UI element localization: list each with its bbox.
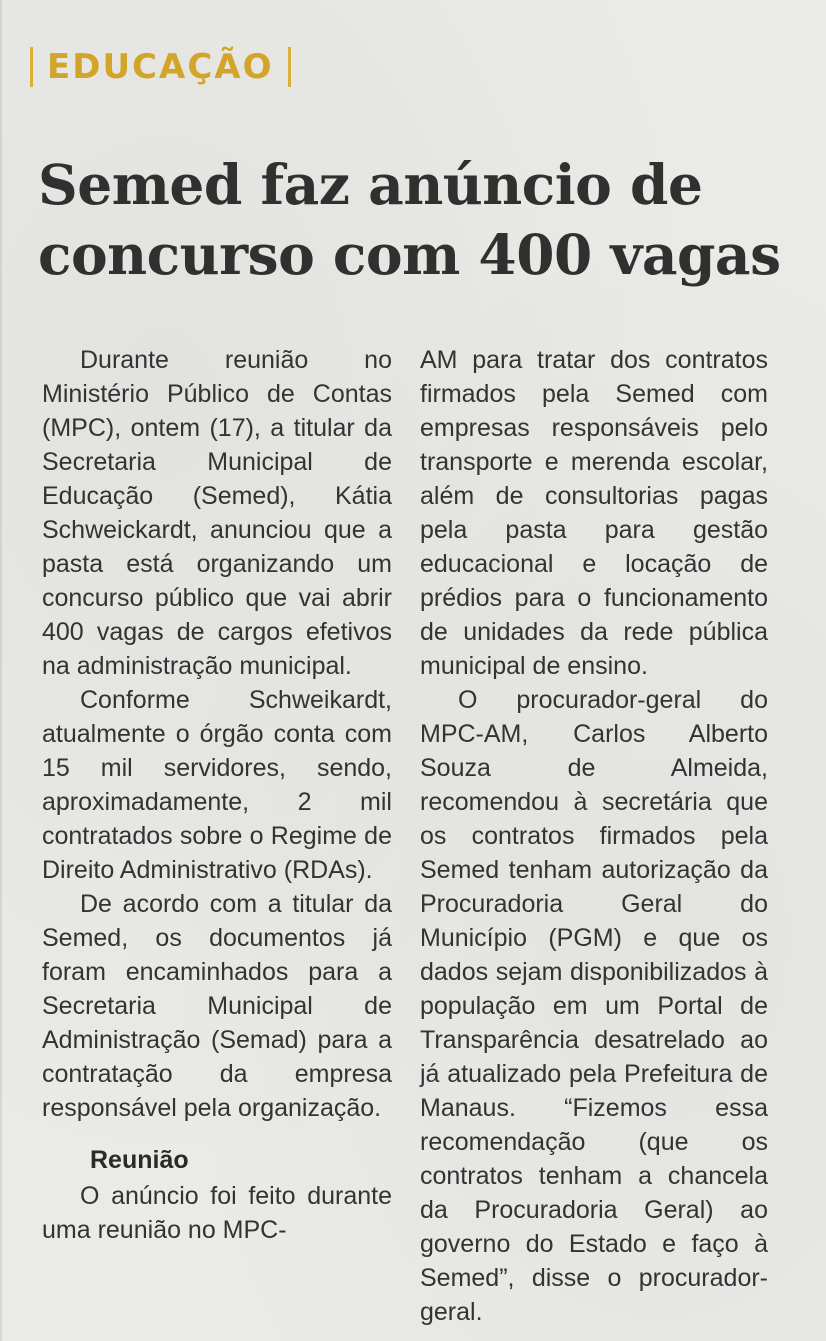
page-edge xyxy=(0,0,2,1341)
paragraph: Conforme Schweikardt, atualmente o órgão conta com 15 mil servidores, sendo, aproximadamente, 2 mil contratados sobre o Regime de Direito Administrativo (RDAs). xyxy=(42,686,392,884)
subhead: Reunião xyxy=(90,1146,189,1174)
tag-bar-right xyxy=(288,47,291,87)
paragraph: O procurador-geral do MPC-AM, Carlos Alberto Souza de Almeida, recomendou à secretária que os contratos firmados pela Semed tenham autorização da Procuradoria Geral do Município (PGM) e que os dados sejam disponibilizados à população em um Portal de Transparência desatrelado ao já atualizado pela Prefeitura de Manaus. “Fizemos essa recomendação (que os contratos tenham a chancela da Procuradoria Geral) ao governo do Estado e faço à Semed”, disse o procurador-geral. xyxy=(420,686,768,1326)
article-column-right xyxy=(420,343,768,1329)
tag-bar-left xyxy=(30,47,33,87)
paragraph: O anúncio foi feito durante uma reunião no MPC- xyxy=(42,1182,392,1244)
section-tag xyxy=(30,44,291,90)
paragraph: Durante reunião no Ministério Público de Contas (MPC), ontem (17), a titular da Secretaria Municipal de Educação (Semed), Kátia Schweickardt, anunciou que a pasta está organizando um concurso público que vai abrir 400 vagas de cargos efetivos na administração municipal. xyxy=(42,346,392,680)
paragraph: De acordo com a titular da Semed, os documentos já foram encaminhados para a Secretaria Municipal de Administração (Semad) para a contratação da empresa responsável pela organização. xyxy=(42,890,392,1122)
section-label: EDUCAÇÃO xyxy=(47,47,274,87)
paragraph: AM para tratar dos contratos firmados pela Semed com empresas responsáveis pelo transporte e merenda escolar, além de consultorias pagas pela pasta para gestão educacional e locação de prédios para o funcionamento de unidades da rede pública municipal de ensino. xyxy=(420,346,768,680)
article-column-left xyxy=(42,343,392,1247)
headline: Semed faz anúncio de concurso com 400 vagas xyxy=(38,152,781,287)
